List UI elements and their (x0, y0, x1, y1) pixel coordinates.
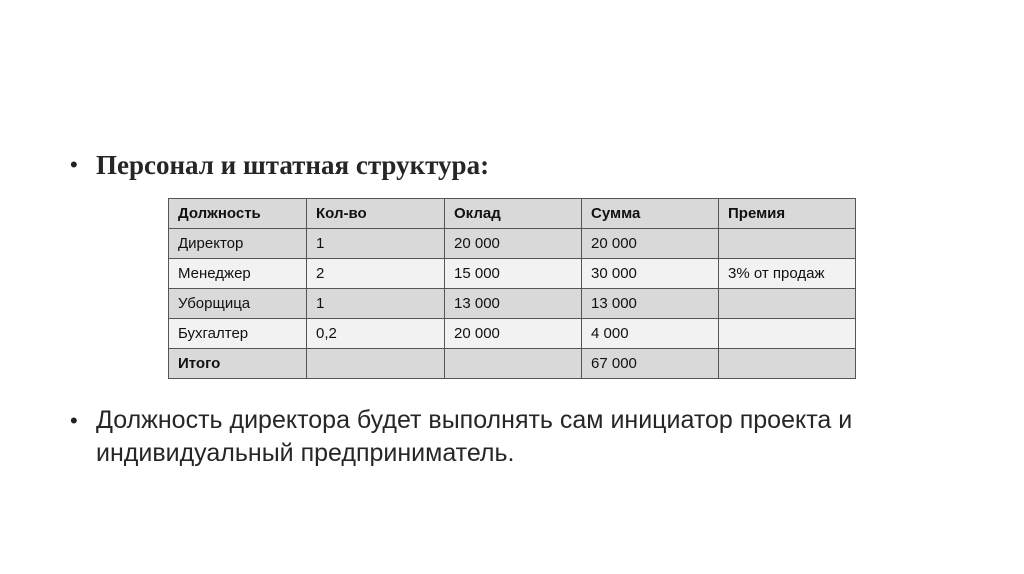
column-header-sum: Сумма (582, 199, 719, 229)
table-cell (719, 319, 856, 349)
bullet-marker: • (70, 408, 78, 433)
column-header-bonus: Премия (719, 199, 856, 229)
heading-bullet (70, 150, 489, 180)
table-cell: Уборщица (169, 289, 307, 319)
table-cell: Бухгалтер (169, 319, 307, 349)
table-cell: 20 000 (445, 229, 582, 259)
table-cell: 15 000 (445, 259, 582, 289)
table-cell: 20 000 (445, 319, 582, 349)
table-cell (719, 229, 856, 259)
table-cell: 1 (307, 289, 445, 319)
note-bullet (70, 404, 950, 470)
table-cell: Менеджер (169, 259, 307, 289)
table-row (169, 289, 856, 319)
table-header-row (169, 199, 856, 229)
table-cell (307, 349, 445, 379)
table-cell: 3% от продаж (719, 259, 856, 289)
table-row (169, 229, 856, 259)
table-cell (719, 349, 856, 379)
table-cell: 13 000 (445, 289, 582, 319)
table-cell: 30 000 (582, 259, 719, 289)
table-cell: 13 000 (582, 289, 719, 319)
total-label: Итого (169, 349, 307, 379)
bullet-marker: • (70, 152, 78, 177)
table-cell (445, 349, 582, 379)
total-sum: 67 000 (582, 349, 719, 379)
slide-heading: Персонал и штатная структура: (96, 150, 490, 180)
table-cell: 2 (307, 259, 445, 289)
table-row (169, 319, 856, 349)
table-total-row (169, 349, 856, 379)
table-cell (719, 289, 856, 319)
table-cell: 20 000 (582, 229, 719, 259)
table-cell: 4 000 (582, 319, 719, 349)
table-cell: 0,2 (307, 319, 445, 349)
staff-table (168, 198, 856, 379)
table-row (169, 259, 856, 289)
note-text: Должность директора будет выполнять сам инициатор проекта и индивидуальный предприниматель. (96, 406, 853, 467)
table-cell: 1 (307, 229, 445, 259)
column-header-position: Должность (169, 199, 307, 229)
column-header-salary: Оклад (445, 199, 582, 229)
table-cell: Директор (169, 229, 307, 259)
column-header-count: Кол-во (307, 199, 445, 229)
